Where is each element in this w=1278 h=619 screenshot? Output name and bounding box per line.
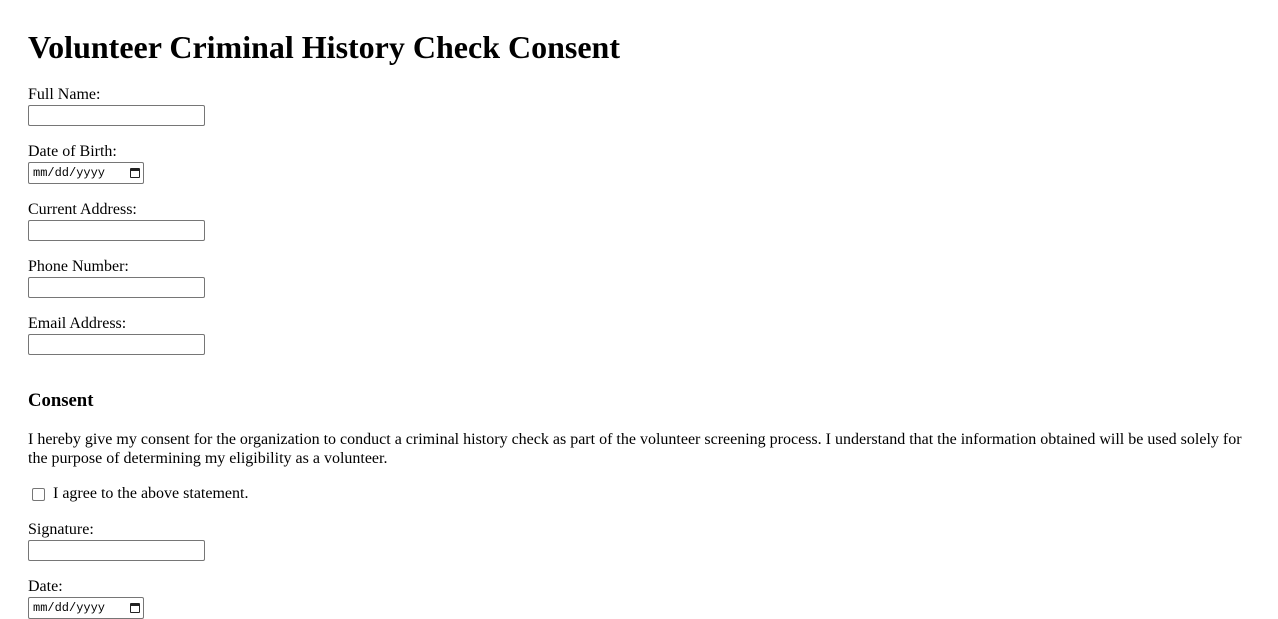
- date-field: [28, 578, 144, 619]
- signature-input[interactable]: [28, 540, 205, 561]
- agree-checkbox[interactable]: [32, 488, 45, 501]
- full-name-label: Full Name:: [28, 86, 101, 103]
- full-name-field: [28, 86, 205, 126]
- agree-label[interactable]: I agree to the above statement.: [53, 485, 249, 502]
- full-name-input[interactable]: [28, 105, 205, 126]
- date-input[interactable]: [28, 597, 144, 619]
- phone-number-label: Phone Number:: [28, 258, 129, 275]
- email-address-field: [28, 315, 205, 355]
- date-of-birth-label: Date of Birth:: [28, 143, 117, 160]
- page-title: Volunteer Criminal History Check Consent: [28, 29, 620, 65]
- agree-row: [28, 485, 248, 503]
- phone-number-field: [28, 258, 205, 298]
- date-of-birth-input[interactable]: [28, 162, 144, 184]
- consent-heading: Consent: [28, 390, 94, 411]
- calendar-icon[interactable]: [130, 603, 140, 613]
- date-of-birth-placeholder: mm/dd/yyyy: [33, 166, 106, 180]
- email-address-input[interactable]: [28, 334, 205, 355]
- phone-number-input[interactable]: [28, 277, 205, 298]
- current-address-input[interactable]: [28, 220, 205, 241]
- email-address-label: Email Address:: [28, 315, 127, 332]
- signature-label: Signature:: [28, 521, 94, 538]
- calendar-icon[interactable]: [130, 168, 140, 178]
- date-label: Date:: [28, 578, 63, 595]
- signature-field: [28, 521, 205, 561]
- date-of-birth-field: [28, 143, 144, 184]
- date-placeholder: mm/dd/yyyy: [33, 601, 106, 615]
- consent-statement: I hereby give my consent for the organization to conduct a criminal history check as part of the volunteer screening process. I understand that the information obtained will be used solely for the purpose of determining my eligibility as a volunteer.: [28, 431, 1242, 467]
- current-address-label: Current Address:: [28, 201, 137, 218]
- current-address-field: [28, 201, 205, 241]
